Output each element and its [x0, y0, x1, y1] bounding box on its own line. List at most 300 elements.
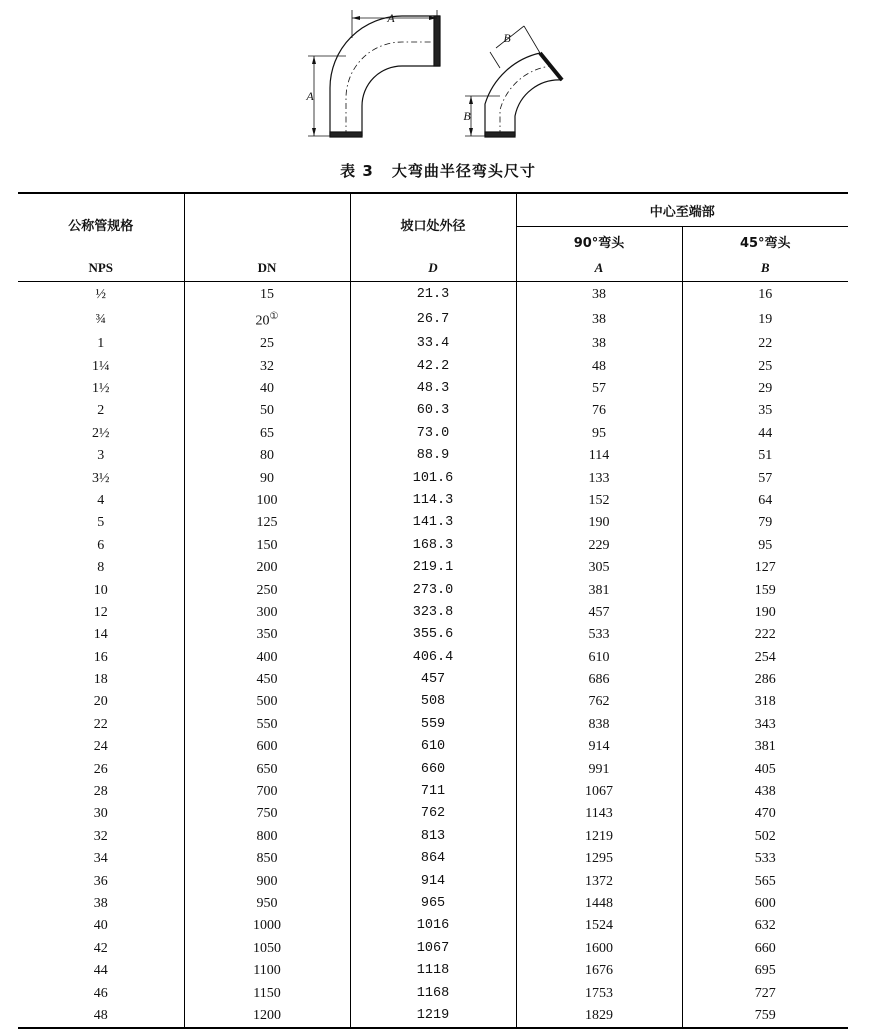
- nps-cell: [18, 512, 184, 534]
- a-cell: [516, 602, 682, 624]
- table-row: [18, 602, 848, 624]
- nps-cell-value: 1¼: [92, 358, 110, 374]
- d-cell-value: 42.2: [416, 358, 450, 374]
- nps-cell: [18, 624, 184, 646]
- dn-cell: [184, 960, 350, 982]
- a-cell: [516, 870, 682, 892]
- a-cell-value: 1448: [585, 896, 613, 911]
- a-cell: [516, 355, 682, 377]
- a-cell: [516, 714, 682, 736]
- b-cell: [682, 378, 848, 400]
- b-cell: [682, 557, 848, 579]
- dn-cell-value: 1100: [253, 963, 281, 979]
- nps-cell: [18, 557, 184, 579]
- b-cell: [682, 400, 848, 422]
- d-cell: [350, 982, 516, 1004]
- nps-cell: [18, 602, 184, 624]
- nps-cell-value: 34: [93, 851, 108, 867]
- nps-cell-value: 26: [93, 761, 108, 777]
- a-cell: [516, 781, 682, 803]
- b-cell: [682, 423, 848, 445]
- nps-cell: [18, 870, 184, 892]
- table-row: [18, 579, 848, 601]
- table-row: [18, 423, 848, 445]
- d-cell: [350, 579, 516, 601]
- table-row: [18, 758, 848, 780]
- table-row: [18, 736, 848, 758]
- b-cell-value: 64: [758, 492, 773, 508]
- b-cell: [682, 736, 848, 758]
- dn-cell: [184, 647, 350, 669]
- table-row: [18, 445, 848, 467]
- table-row: [18, 557, 848, 579]
- table-row: [18, 960, 848, 982]
- d-cell-value: 219.1: [412, 560, 454, 576]
- dn-cell: [184, 355, 350, 377]
- b-cell-value: 19: [758, 311, 773, 327]
- label-b-angled: B: [503, 31, 511, 45]
- b-cell-value: 190: [754, 604, 776, 620]
- d-cell: [350, 355, 516, 377]
- d-cell-value: 355.6: [412, 627, 454, 643]
- dn-cell-value: 450: [256, 672, 278, 688]
- nps-cell: [18, 400, 184, 422]
- dn-cell-value: 1150: [253, 985, 281, 1001]
- d-cell-value: 273.0: [412, 582, 454, 598]
- dn-cell: [184, 490, 350, 512]
- nps-cell: [18, 803, 184, 825]
- b-cell: [682, 826, 848, 848]
- dn-cell-value: 1050: [253, 940, 281, 956]
- elbow-45-outer: [485, 53, 540, 136]
- d-cell-value: 610: [420, 739, 446, 755]
- header-nps: NPS: [18, 255, 184, 282]
- table-row: [18, 781, 848, 803]
- a-cell: [516, 982, 682, 1004]
- table-body: [18, 282, 848, 1029]
- table-row: [18, 490, 848, 512]
- a-cell-value: 991: [588, 761, 610, 777]
- b-cell-value: 533: [754, 851, 776, 867]
- b-cell-value: 405: [754, 761, 776, 777]
- label-a-vertical: A: [306, 89, 314, 103]
- d-cell: [350, 848, 516, 870]
- a-cell: [516, 282, 682, 307]
- nps-cell-value: 36: [93, 873, 108, 889]
- a-cell-value: 76: [592, 403, 606, 419]
- a-cell-value: 152: [588, 492, 610, 508]
- dn-cell-value: 125: [256, 515, 278, 531]
- a-cell: [516, 333, 682, 355]
- a-cell-value: 133: [588, 470, 610, 486]
- d-cell: [350, 736, 516, 758]
- b-cell-value: 632: [754, 918, 776, 934]
- table-row: [18, 848, 848, 870]
- nps-cell-value: 32: [93, 828, 108, 844]
- d-cell-value: 33.4: [416, 336, 450, 352]
- table-row: [18, 333, 848, 355]
- nps-cell-value: 18: [93, 672, 108, 688]
- table-row: [18, 624, 848, 646]
- header-od-cn: 坡口处外径: [350, 193, 516, 255]
- dn-cell: [184, 893, 350, 915]
- b-cell-value: 79: [758, 515, 773, 531]
- table-row: [18, 714, 848, 736]
- b-cell-value: 22: [758, 336, 773, 352]
- a-cell: [516, 938, 682, 960]
- d-cell: [350, 535, 516, 557]
- d-cell-value: 60.3: [416, 403, 450, 419]
- dn-cell-value: 90: [260, 470, 274, 486]
- d-cell: [350, 445, 516, 467]
- a-cell: [516, 960, 682, 982]
- d-cell: [350, 870, 516, 892]
- dn-cell-value: 80: [260, 448, 274, 464]
- b-cell: [682, 355, 848, 377]
- header-center-to-end: 中心至端部: [516, 193, 848, 227]
- nps-cell: [18, 714, 184, 736]
- b-cell-value: 286: [754, 672, 776, 688]
- b-cell: [682, 870, 848, 892]
- nps-cell-value: 4: [97, 492, 105, 508]
- table-row: [18, 512, 848, 534]
- nps-cell-value: 38: [93, 896, 108, 911]
- dn-cell-value: 200: [256, 560, 278, 576]
- b-cell-value: 343: [754, 716, 776, 732]
- a-cell: [516, 669, 682, 691]
- dn-cell-value: 250: [256, 582, 278, 598]
- table-row: [18, 691, 848, 713]
- dn-cell: [184, 535, 350, 557]
- dn-cell-value: 800: [256, 828, 278, 844]
- table-row: [18, 400, 848, 422]
- a-cell-value: 305: [588, 560, 610, 576]
- b-cell-value: 25: [758, 358, 773, 374]
- a-cell-value: 38: [592, 287, 606, 303]
- dn-cell-value: 750: [256, 806, 278, 822]
- dn-cell: [184, 669, 350, 691]
- b-cell-value: 44: [758, 425, 773, 441]
- b-cell: [682, 781, 848, 803]
- nps-cell-value: 5: [97, 515, 105, 531]
- a-cell-value: 1219: [585, 828, 613, 844]
- b-cell-value: 727: [754, 985, 776, 1001]
- d-cell: [350, 647, 516, 669]
- a-cell-value: 1829: [585, 1007, 613, 1023]
- nps-cell-value: 46: [93, 985, 108, 1001]
- dn-cell: [184, 400, 350, 422]
- dn-cell-value: 40: [260, 381, 274, 397]
- d-cell: [350, 758, 516, 780]
- table-row: [18, 982, 848, 1004]
- b-cell-value: 254: [754, 649, 776, 665]
- a-cell-value: 229: [588, 537, 610, 553]
- b-cell: [682, 714, 848, 736]
- d-cell-value: 508: [420, 694, 446, 710]
- d-cell-value: 1016: [416, 918, 450, 934]
- b-cell-value: 159: [754, 582, 776, 598]
- b-cell: [682, 579, 848, 601]
- nps-cell: [18, 848, 184, 870]
- nps-cell-value: 28: [93, 784, 108, 800]
- dn-cell: [184, 781, 350, 803]
- d-cell-value: 864: [420, 851, 446, 867]
- b-cell-value: 565: [754, 873, 776, 889]
- d-cell-value: 914: [420, 873, 446, 889]
- a-cell: [516, 490, 682, 512]
- d-cell: [350, 400, 516, 422]
- a-cell-value: 1295: [585, 851, 613, 867]
- dn-cell: [184, 378, 350, 400]
- elbow-dimension-table: [18, 192, 848, 1029]
- nps-cell-value: ½: [95, 287, 106, 303]
- nps-cell-value: ¾: [95, 311, 106, 327]
- d-cell-value: 406.4: [412, 649, 454, 665]
- b-cell: [682, 467, 848, 489]
- a-cell: [516, 893, 682, 915]
- a-cell-value: 1372: [585, 873, 613, 889]
- d-cell: [350, 467, 516, 489]
- d-cell: [350, 282, 516, 307]
- b-cell: [682, 893, 848, 915]
- d-cell: [350, 624, 516, 646]
- nps-cell: [18, 758, 184, 780]
- d-cell-value: 1118: [416, 963, 450, 979]
- table-row: [18, 870, 848, 892]
- a-cell-value: 57: [592, 381, 606, 397]
- a-cell: [516, 557, 682, 579]
- nps-cell-value: 8: [97, 560, 105, 576]
- dn-cell-value: 700: [256, 784, 278, 800]
- b-cell-value: 127: [754, 560, 776, 576]
- a-cell: [516, 647, 682, 669]
- dn-cell-value: 25: [260, 336, 274, 352]
- table-row: [18, 938, 848, 960]
- a-cell-value: 1676: [585, 963, 613, 979]
- nps-cell-value: 3½: [92, 470, 110, 486]
- a-cell-value: 1600: [585, 940, 613, 956]
- dn-cell: [184, 306, 350, 333]
- table-row: [18, 647, 848, 669]
- dn-cell-value: 100: [256, 492, 278, 508]
- dn-cell-value: 1200: [253, 1007, 281, 1023]
- d-cell: [350, 333, 516, 355]
- dn-cell-value: 650: [256, 761, 278, 777]
- footnote-mark: ①: [269, 311, 279, 323]
- table-row: [18, 306, 848, 333]
- b-cell: [682, 306, 848, 333]
- dn-cell-value: 550: [256, 716, 278, 732]
- nps-cell: [18, 423, 184, 445]
- b-cell: [682, 647, 848, 669]
- d-cell: [350, 960, 516, 982]
- b-cell: [682, 915, 848, 937]
- a-cell: [516, 512, 682, 534]
- d-cell-value: 73.0: [416, 425, 450, 441]
- b-cell: [682, 803, 848, 825]
- d-cell: [350, 893, 516, 915]
- b-cell-value: 502: [754, 828, 776, 844]
- a-cell-value: 190: [588, 515, 610, 531]
- nps-cell-value: 24: [93, 739, 108, 755]
- a-cell: [516, 467, 682, 489]
- nps-cell: [18, 960, 184, 982]
- dn-cell-value: 65: [260, 425, 274, 441]
- d-cell: [350, 557, 516, 579]
- dn-cell: [184, 445, 350, 467]
- elbow-45-centerline: [500, 66, 551, 136]
- dn-cell-value: 50: [260, 403, 274, 419]
- b-cell-value: 759: [754, 1007, 776, 1023]
- b-cell: [682, 938, 848, 960]
- d-cell: [350, 1005, 516, 1028]
- nps-cell-value: 2½: [92, 425, 110, 441]
- d-cell-value: 1219: [416, 1007, 450, 1023]
- nps-cell-value: 44: [93, 963, 108, 979]
- table-row: [18, 355, 848, 377]
- b-cell-value: 660: [754, 940, 776, 956]
- nps-cell: [18, 669, 184, 691]
- dn-cell-value: 900: [256, 873, 278, 889]
- d-cell-value: 88.9: [416, 448, 450, 464]
- b-cell: [682, 691, 848, 713]
- a-cell-value: 381: [588, 582, 610, 598]
- dn-cell: [184, 467, 350, 489]
- a-cell-value: 1143: [585, 806, 613, 822]
- nps-cell: [18, 306, 184, 333]
- d-cell-value: 762: [420, 806, 446, 822]
- header-nps-cn: 公称管规格: [18, 193, 184, 255]
- nps-cell: [18, 579, 184, 601]
- nps-cell-value: 1½: [92, 381, 110, 397]
- b-cell-value: 51: [758, 448, 773, 464]
- dn-cell: [184, 714, 350, 736]
- nps-cell: [18, 535, 184, 557]
- table-row: [18, 1005, 848, 1028]
- a-cell-value: 838: [588, 716, 610, 732]
- elbow-diagram: [300, 8, 590, 148]
- a-cell: [516, 848, 682, 870]
- d-cell: [350, 512, 516, 534]
- a-cell: [516, 579, 682, 601]
- d-cell-value: 813: [420, 828, 446, 844]
- d-cell-value: 965: [420, 896, 446, 911]
- d-cell: [350, 490, 516, 512]
- dn-cell-value: 350: [256, 627, 278, 643]
- dn-cell-value: 850: [256, 851, 278, 867]
- nps-cell: [18, 1005, 184, 1028]
- elbow-90-end-horizontal: [434, 16, 440, 66]
- table-row: [18, 669, 848, 691]
- dn-cell: [184, 870, 350, 892]
- d-cell-value: 559: [420, 716, 446, 732]
- header-b: B: [682, 255, 848, 282]
- a-cell: [516, 423, 682, 445]
- elbow-90-end-vertical: [330, 132, 362, 137]
- dn-cell-value: 20: [255, 314, 270, 330]
- d-cell: [350, 781, 516, 803]
- table-row: [18, 803, 848, 825]
- table-row: [18, 915, 848, 937]
- a-cell-value: 48: [592, 358, 606, 374]
- label-b-vertical: B: [463, 109, 471, 123]
- a-cell-value: 95: [592, 425, 606, 441]
- dn-cell: [184, 848, 350, 870]
- header-dn-blank: [184, 193, 350, 255]
- nps-cell-value: 16: [93, 649, 108, 665]
- nps-cell: [18, 490, 184, 512]
- nps-cell: [18, 333, 184, 355]
- a-cell-value: 686: [588, 672, 610, 688]
- nps-cell-value: 14: [93, 627, 108, 643]
- nps-cell-value: 42: [93, 940, 108, 956]
- header-90-elbow: 90°弯头: [516, 227, 682, 256]
- b-cell: [682, 982, 848, 1004]
- b-cell: [682, 1005, 848, 1028]
- d-cell-value: 101.6: [412, 470, 454, 486]
- nps-cell: [18, 736, 184, 758]
- b-cell-value: 438: [754, 784, 776, 800]
- d-cell: [350, 669, 516, 691]
- b-cell-value: 95: [758, 537, 773, 553]
- nps-cell-value: 20: [93, 694, 108, 710]
- b-cell-value: 600: [754, 896, 776, 911]
- header-a: A: [516, 255, 682, 282]
- b-cell: [682, 758, 848, 780]
- dn-cell: [184, 557, 350, 579]
- elbow-90-inner: [362, 66, 440, 136]
- header-d: D: [350, 255, 516, 282]
- table-number: 表 3: [340, 162, 374, 180]
- dn-cell: [184, 579, 350, 601]
- nps-cell: [18, 647, 184, 669]
- a-cell: [516, 691, 682, 713]
- dn-cell: [184, 826, 350, 848]
- dn-cell: [184, 423, 350, 445]
- nps-cell-value: 48: [93, 1007, 108, 1023]
- b-cell-value: 222: [754, 627, 776, 643]
- a-cell-value: 1524: [585, 918, 613, 934]
- label-a-horizontal: A: [387, 11, 395, 25]
- d-cell-value: 711: [420, 784, 446, 800]
- b-cell: [682, 535, 848, 557]
- d-cell-value: 114.3: [412, 492, 454, 508]
- a-cell-value: 1753: [585, 985, 613, 1001]
- d-cell: [350, 803, 516, 825]
- b-cell: [682, 669, 848, 691]
- d-cell: [350, 378, 516, 400]
- nps-cell: [18, 982, 184, 1004]
- table-title-text: 大弯曲半径弯头尺寸: [391, 162, 536, 180]
- d-cell-value: 168.3: [412, 537, 454, 553]
- b-cell: [682, 602, 848, 624]
- nps-cell: [18, 893, 184, 915]
- table-title: [0, 160, 876, 181]
- dn-cell: [184, 624, 350, 646]
- a-cell-value: 1067: [585, 784, 613, 800]
- nps-cell: [18, 826, 184, 848]
- nps-cell-value: 6: [97, 537, 105, 553]
- nps-cell: [18, 355, 184, 377]
- a-cell: [516, 758, 682, 780]
- table-row: [18, 467, 848, 489]
- elbow-90-outer: [330, 16, 440, 136]
- b-cell: [682, 848, 848, 870]
- a-cell: [516, 378, 682, 400]
- dn-cell: [184, 736, 350, 758]
- d-cell-value: 660: [420, 761, 446, 777]
- d-cell-value: 323.8: [412, 604, 454, 620]
